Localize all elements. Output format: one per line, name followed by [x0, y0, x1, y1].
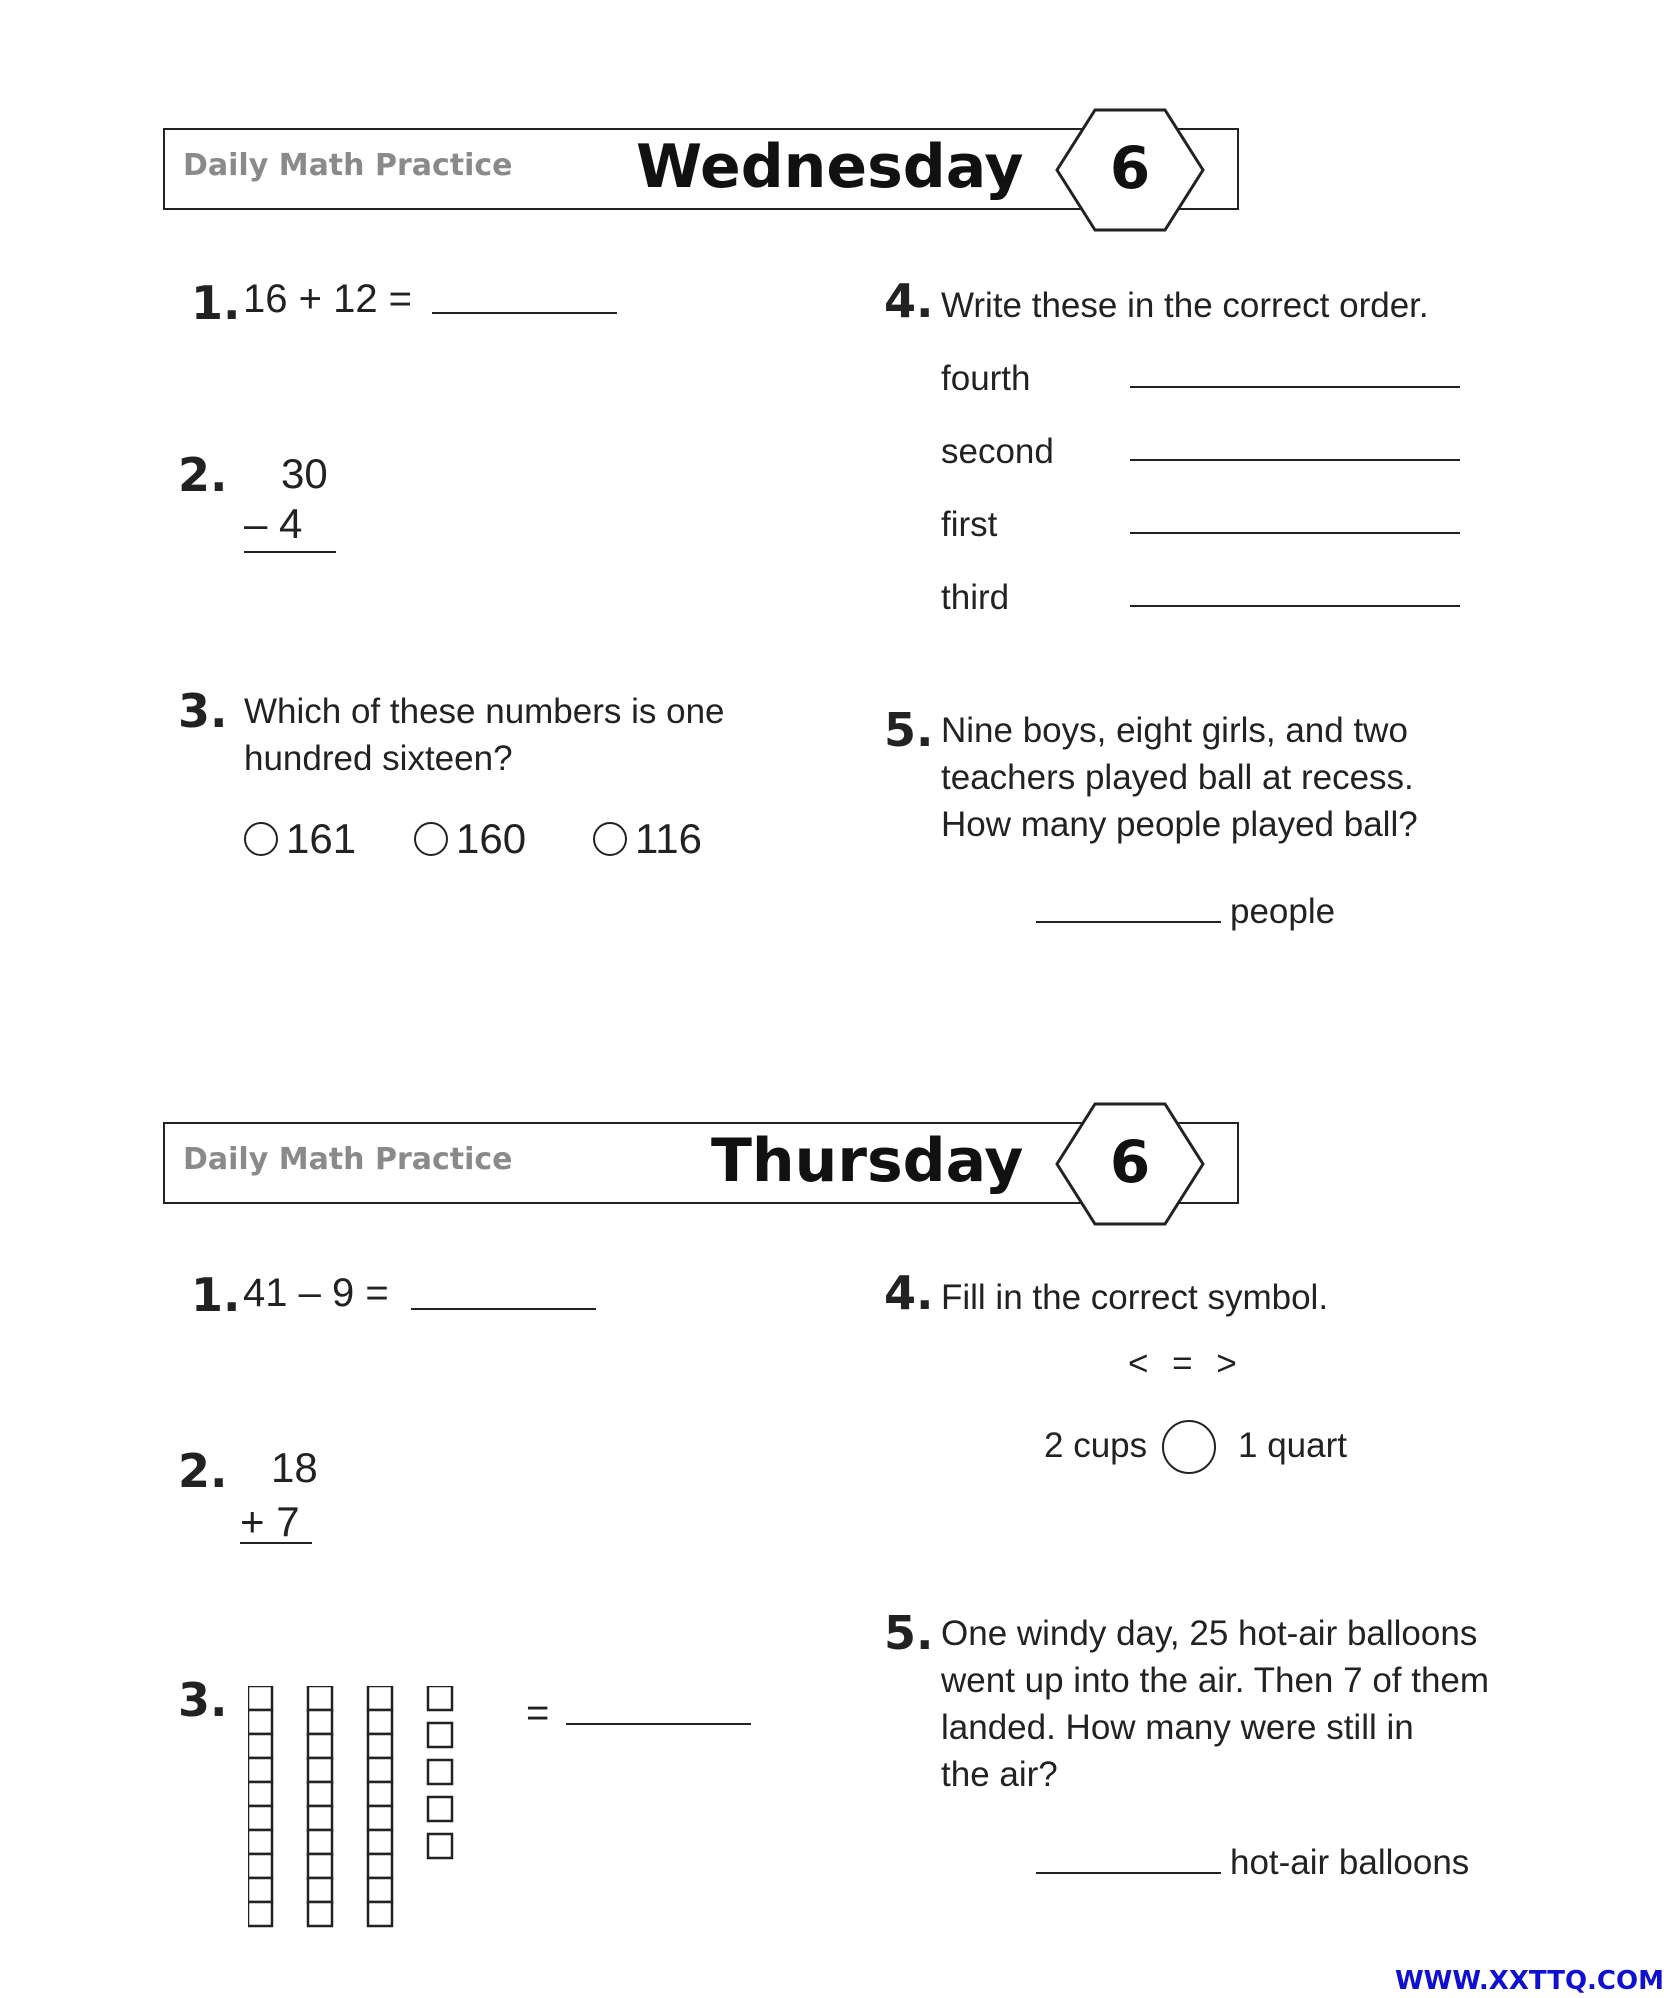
addend-top: 18 — [271, 1444, 318, 1491]
question-number: 4. — [884, 274, 934, 328]
ones-cube — [428, 1834, 452, 1858]
question-5-line1: One windy day, 25 hot-air balloons — [941, 1614, 1478, 1653]
word-item: third — [941, 578, 1010, 617]
tens-rod-cube — [368, 1830, 392, 1854]
question-4-text: Write these in the correct order. — [941, 286, 1429, 325]
tens-rod-cube — [368, 1734, 392, 1758]
tens-rod-cube — [248, 1806, 272, 1830]
banner-label: Daily Math Practice — [183, 148, 513, 183]
tens-rod-cube — [248, 1758, 272, 1782]
question-number: 2. — [178, 448, 228, 502]
ones-cube — [428, 1797, 452, 1821]
tens-rod-cube — [248, 1878, 272, 1902]
question-5-line3: landed. How many were still in — [941, 1708, 1414, 1747]
tens-rod-cube — [248, 1710, 272, 1734]
question-1-text: 41 – 9 = — [243, 1271, 389, 1315]
question-number: 4. — [884, 1266, 934, 1320]
tens-rod-cube — [368, 1782, 392, 1806]
question-number: 5. — [884, 1606, 934, 1660]
option-160[interactable]: 160 — [414, 815, 526, 863]
answer-line[interactable] — [1036, 1872, 1221, 1874]
question-number: 5. — [884, 703, 934, 757]
tens-rod-cube — [308, 1782, 332, 1806]
question-5-line2: teachers played ball at recess. — [941, 758, 1414, 797]
tens-rod-cube — [308, 1878, 332, 1902]
tens-rod-cube — [308, 1830, 332, 1854]
watermark: WWW.XXTTQ.COM — [1395, 1966, 1664, 1996]
tens-rod-cube — [308, 1710, 332, 1734]
answer-line[interactable] — [1036, 921, 1221, 923]
sum-line — [244, 551, 336, 553]
radio-circle-icon[interactable] — [593, 822, 627, 856]
tens-rod-cube — [368, 1758, 392, 1782]
word-item: second — [941, 432, 1054, 471]
answer-line[interactable] — [411, 1308, 596, 1310]
sum-line — [240, 1542, 312, 1544]
tens-rod-cube — [308, 1854, 332, 1878]
tens-rod-cube — [308, 1734, 332, 1758]
question-3-line2: hundred sixteen? — [244, 739, 513, 778]
tens-rod-cube — [248, 1734, 272, 1758]
lesson-number: 6 — [1109, 1128, 1151, 1196]
question-5-line1: Nine boys, eight girls, and two — [941, 711, 1408, 750]
tens-rod-cube — [368, 1686, 392, 1710]
question-number: 1. — [191, 1268, 241, 1322]
question-3-line1: Which of these numbers is one — [244, 692, 725, 731]
symbol-circle-input[interactable] — [1162, 1420, 1216, 1474]
answer-line[interactable] — [566, 1723, 751, 1725]
ones-cube — [428, 1686, 452, 1710]
answer-line[interactable] — [1130, 605, 1460, 607]
word-item: fourth — [941, 359, 1031, 398]
question-1-text: 16 + 12 = — [243, 277, 413, 321]
ones-cube — [428, 1760, 452, 1784]
radio-circle-icon[interactable] — [244, 822, 278, 856]
tens-rod-cube — [308, 1758, 332, 1782]
question-number: 3. — [178, 1673, 228, 1727]
compare-left: 2 cups — [1044, 1426, 1148, 1465]
question-number: 1. — [191, 276, 241, 330]
tens-rod-cube — [308, 1902, 332, 1926]
question-5-line4: the air? — [941, 1755, 1058, 1794]
option-116[interactable]: 116 — [593, 815, 702, 863]
tens-rod-cube — [248, 1830, 272, 1854]
tens-rod-cube — [368, 1878, 392, 1902]
tens-rod-cube — [368, 1710, 392, 1734]
tens-rod-cube — [368, 1806, 392, 1830]
equals-sign: = — [526, 1691, 550, 1735]
tens-rod-cube — [368, 1854, 392, 1878]
answer-line[interactable] — [432, 312, 617, 314]
lesson-number: 6 — [1109, 134, 1151, 202]
addend-bottom: + 7 — [240, 1498, 300, 1545]
banner-label: Daily Math Practice — [183, 1142, 513, 1177]
question-5-line2: went up into the air. Then 7 of them — [941, 1661, 1490, 1700]
tens-rod-cube — [248, 1854, 272, 1878]
question-number: 3. — [178, 684, 228, 738]
tens-rod-cube — [368, 1902, 392, 1926]
answer-unit: hot-air balloons — [1230, 1843, 1470, 1882]
day-title: Wednesday — [636, 132, 1024, 202]
tens-rod-cube — [248, 1782, 272, 1806]
radio-circle-icon[interactable] — [414, 822, 448, 856]
answer-line[interactable] — [1130, 459, 1460, 461]
symbol-options: < = > — [1128, 1344, 1237, 1383]
subtrahend: – 4 — [244, 500, 303, 547]
question-4-text: Fill in the correct symbol. — [941, 1278, 1329, 1317]
question-number: 2. — [178, 1444, 228, 1498]
minuend: 30 — [281, 450, 328, 497]
tens-rod-cube — [248, 1902, 272, 1926]
answer-line[interactable] — [1130, 386, 1460, 388]
compare-right: 1 quart — [1238, 1426, 1347, 1465]
answer-unit: people — [1230, 892, 1336, 931]
ones-cube — [428, 1723, 452, 1747]
option-161[interactable]: 161 — [244, 815, 356, 863]
tens-rod-cube — [308, 1686, 332, 1710]
day-title: Thursday — [711, 1126, 1024, 1196]
tens-rod-cube — [248, 1686, 272, 1710]
word-item: first — [941, 505, 998, 544]
question-5-line3: How many people played ball? — [941, 805, 1418, 844]
tens-rod-cube — [308, 1806, 332, 1830]
base-ten-blocks — [248, 1686, 468, 1936]
answer-line[interactable] — [1130, 532, 1460, 534]
